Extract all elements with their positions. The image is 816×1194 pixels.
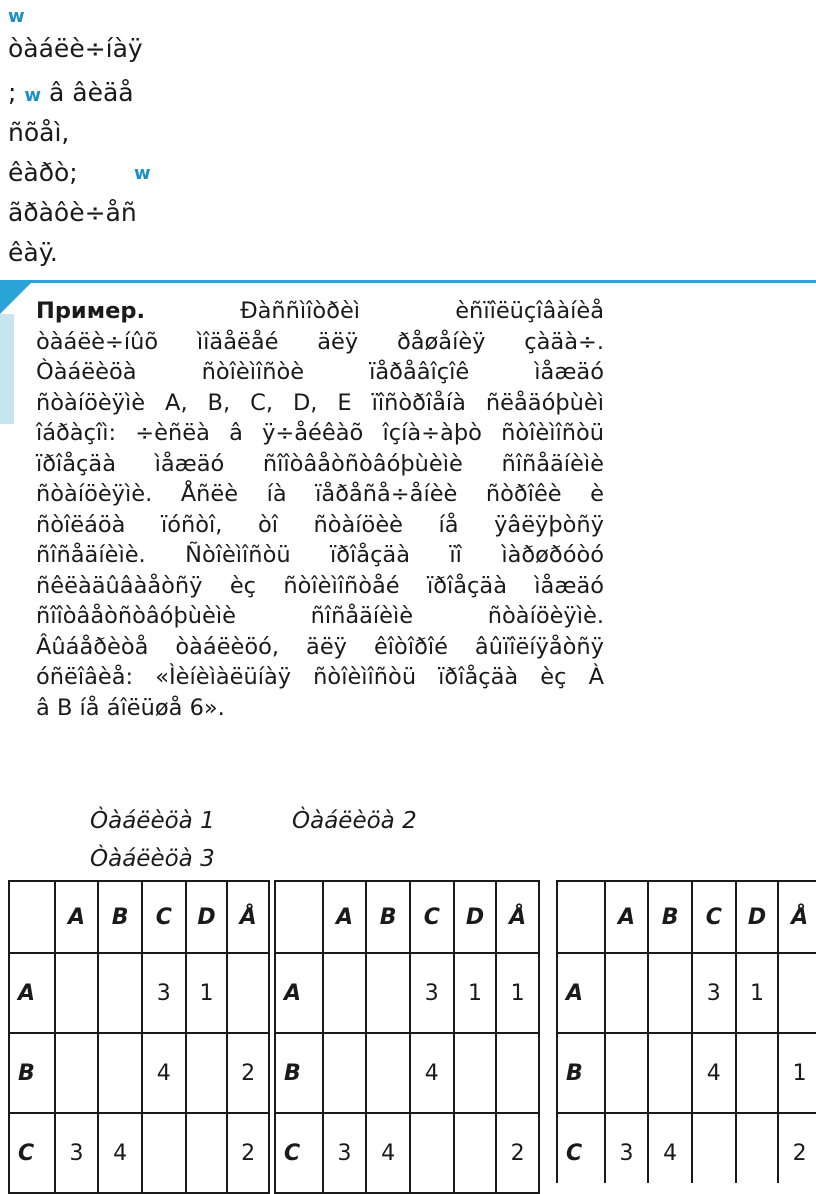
marker-w-1: w bbox=[8, 6, 25, 27]
table-row bbox=[557, 953, 816, 1033]
table-cell: 2 bbox=[227, 1113, 269, 1193]
example-label: Пример. bbox=[36, 298, 146, 324]
table-cell: 3 bbox=[410, 953, 454, 1033]
table-cell: 1 bbox=[778, 1033, 816, 1113]
row-header: C bbox=[9, 1113, 55, 1193]
table-cell bbox=[692, 1113, 736, 1183]
header-cell: B bbox=[648, 881, 692, 953]
example-paragraph bbox=[36, 296, 604, 723]
header-cell: C bbox=[410, 881, 454, 953]
row-header: A bbox=[557, 953, 605, 1033]
table-cell bbox=[186, 1113, 228, 1193]
side-accent bbox=[0, 314, 14, 424]
row-header: A bbox=[275, 953, 323, 1033]
table-cell: 2 bbox=[227, 1033, 269, 1113]
row-header: B bbox=[275, 1033, 323, 1113]
table-cell: 3 bbox=[142, 953, 186, 1033]
table-cell bbox=[605, 953, 649, 1033]
table-cell bbox=[778, 953, 816, 1033]
corner-triangle bbox=[0, 280, 34, 314]
table-cell bbox=[55, 1033, 99, 1113]
row-header: C bbox=[275, 1113, 323, 1193]
table-cell bbox=[227, 953, 269, 1033]
header-cell: C bbox=[142, 881, 186, 953]
header-cell: A bbox=[323, 881, 367, 953]
table-row bbox=[275, 953, 539, 1033]
table-cell bbox=[323, 953, 367, 1033]
table-cell bbox=[142, 1113, 186, 1193]
header-cell: A bbox=[605, 881, 649, 953]
list-text: â âèäå bbox=[48, 78, 134, 107]
table-cell bbox=[736, 1033, 779, 1113]
table-row bbox=[557, 1033, 816, 1113]
table-cell: 2 bbox=[496, 1113, 539, 1193]
example-line-7: ñòàíöèÿìè. Åñëè íà ïåðåñå÷åíèè ñòðîêè è bbox=[36, 481, 604, 507]
table-1 bbox=[8, 880, 270, 1194]
caption-table-3: Òàáëèöà 3 bbox=[90, 846, 215, 872]
table-cell bbox=[496, 1033, 539, 1113]
table-cell bbox=[98, 953, 142, 1033]
header-cell bbox=[9, 881, 55, 953]
table-header-row bbox=[9, 881, 269, 953]
table-cell bbox=[55, 953, 99, 1033]
table-cell bbox=[323, 1033, 367, 1113]
table-cell bbox=[186, 1033, 228, 1113]
table-cell: 3 bbox=[605, 1113, 649, 1183]
table-row bbox=[275, 1113, 539, 1193]
table-cell bbox=[366, 1033, 410, 1113]
table-cell: 1 bbox=[496, 953, 539, 1033]
table-cell: 3 bbox=[692, 953, 736, 1033]
table-cell: 4 bbox=[98, 1113, 142, 1193]
table-row bbox=[9, 1113, 269, 1193]
row-header: B bbox=[9, 1033, 55, 1113]
list-line-6: êàÿ. bbox=[8, 238, 58, 267]
table-header-row bbox=[557, 881, 816, 953]
header-cell bbox=[557, 881, 605, 953]
table-row bbox=[9, 953, 269, 1033]
marker-w-3: w bbox=[134, 163, 151, 184]
caption-table-1: Òàáëèöà 1 bbox=[90, 808, 215, 834]
divider-line bbox=[20, 280, 816, 283]
example-line-8: ñòîëáöà ïóñòî, òî ñòàíöèè íå ÿâëÿþòñÿ bbox=[36, 511, 604, 538]
table-3-viewport bbox=[556, 880, 816, 1183]
table-row bbox=[9, 1033, 269, 1113]
table-cell bbox=[648, 1033, 692, 1113]
table-cell: 1 bbox=[186, 953, 228, 1033]
header-cell bbox=[275, 881, 323, 953]
example-line-6: ïðîåçäà ìåæäó ñîîòâåòñòâóþùèìè ñîñåäíèìè bbox=[36, 450, 604, 477]
table-cell: 4 bbox=[142, 1033, 186, 1113]
example-line-10: ñêëàäûâàåòñÿ èç ñòîèìîñòåé ïðîåçäà ìåæäó bbox=[36, 572, 604, 599]
list-line-5: ãðàôè÷åñ bbox=[8, 198, 137, 227]
header-cell: A bbox=[55, 881, 99, 953]
table-cell: 4 bbox=[366, 1113, 410, 1193]
row-header: A bbox=[9, 953, 55, 1033]
example-line-9: ñîñåäíèìè. Ñòîèìîñòü ïðîåçäà ïî ìàðøðóòó bbox=[36, 542, 604, 568]
example-line-1 bbox=[36, 296, 604, 327]
table-cell bbox=[454, 1113, 497, 1193]
list-line-4: êàðò; bbox=[8, 158, 78, 187]
list-line-3: ñõåì, bbox=[8, 118, 70, 147]
table-cell: 4 bbox=[410, 1033, 454, 1113]
row-header: C bbox=[557, 1113, 605, 1183]
example-line-4: ñòàíöèÿìè A, B, C, D, E ïîñòðîåíà ñëåäóþùèì bbox=[36, 389, 604, 416]
table-header-row bbox=[275, 881, 539, 953]
example-line-3: Òàáëèöà ñòîèìîñòè ïåðåâîçîê ìåæäó bbox=[36, 359, 604, 385]
table-cell bbox=[410, 1113, 454, 1193]
list-line-2 bbox=[8, 78, 134, 111]
header-cell: Å bbox=[496, 881, 539, 953]
header-cell: Å bbox=[778, 881, 816, 953]
header-cell: C bbox=[692, 881, 736, 953]
example-line-11: ñîîòâåòñòâóþùèìè ñîñåäíèìè ñòàíöèÿìè. bbox=[36, 603, 604, 629]
header-cell: D bbox=[454, 881, 497, 953]
row-header: B bbox=[557, 1033, 605, 1113]
table-cell bbox=[648, 953, 692, 1033]
list-semicolon: ; bbox=[8, 78, 17, 107]
table-cell bbox=[98, 1033, 142, 1113]
header-cell: Å bbox=[227, 881, 269, 953]
table-cell bbox=[454, 1033, 497, 1113]
table-cell bbox=[736, 1113, 779, 1183]
marker-w-2: w bbox=[24, 85, 42, 106]
example-line-text: Ðàññìîòðèì èñïîëüçîâàíèå bbox=[240, 298, 605, 324]
header-cell: D bbox=[736, 881, 779, 953]
table-cell bbox=[605, 1033, 649, 1113]
table-cell: 2 bbox=[778, 1113, 816, 1183]
example-line-2: òàáëè÷íûõ ìîäåëåé äëÿ ðåøåíèÿ çàäà÷. bbox=[36, 328, 604, 355]
table-3 bbox=[556, 880, 816, 1183]
table-cell: 4 bbox=[648, 1113, 692, 1183]
caption-table-2: Òàáëèöà 2 bbox=[292, 808, 417, 834]
table-cell: 3 bbox=[55, 1113, 99, 1193]
header-cell: B bbox=[366, 881, 410, 953]
example-line-5: îáðàçîì: ÷èñëà â ÿ÷åéêàõ îçíà÷àþò ñòîèìîñòü bbox=[36, 420, 604, 446]
example-line-12: Âûáåðèòå òàáëèöó, äëÿ êîòîðîé âûïîëíÿåòñÿ bbox=[36, 633, 604, 660]
table-cell bbox=[366, 953, 410, 1033]
table-row bbox=[557, 1113, 816, 1183]
table-cell: 4 bbox=[692, 1033, 736, 1113]
table-cell: 3 bbox=[323, 1113, 367, 1193]
example-line-14: â B íå áîëüøå 6». bbox=[36, 694, 225, 721]
list-line-1: òàáëè÷íàÿ bbox=[8, 34, 143, 63]
table-cell: 1 bbox=[454, 953, 497, 1033]
table-2 bbox=[274, 880, 540, 1194]
table-row bbox=[275, 1033, 539, 1113]
table-cell: 1 bbox=[736, 953, 779, 1033]
header-cell: B bbox=[98, 881, 142, 953]
header-cell: D bbox=[186, 881, 228, 953]
example-line-13: óñëîâèå: «Ìèíèìàëüíàÿ ñòîèìîñòü ïðîåçäà èç À bbox=[36, 664, 604, 690]
